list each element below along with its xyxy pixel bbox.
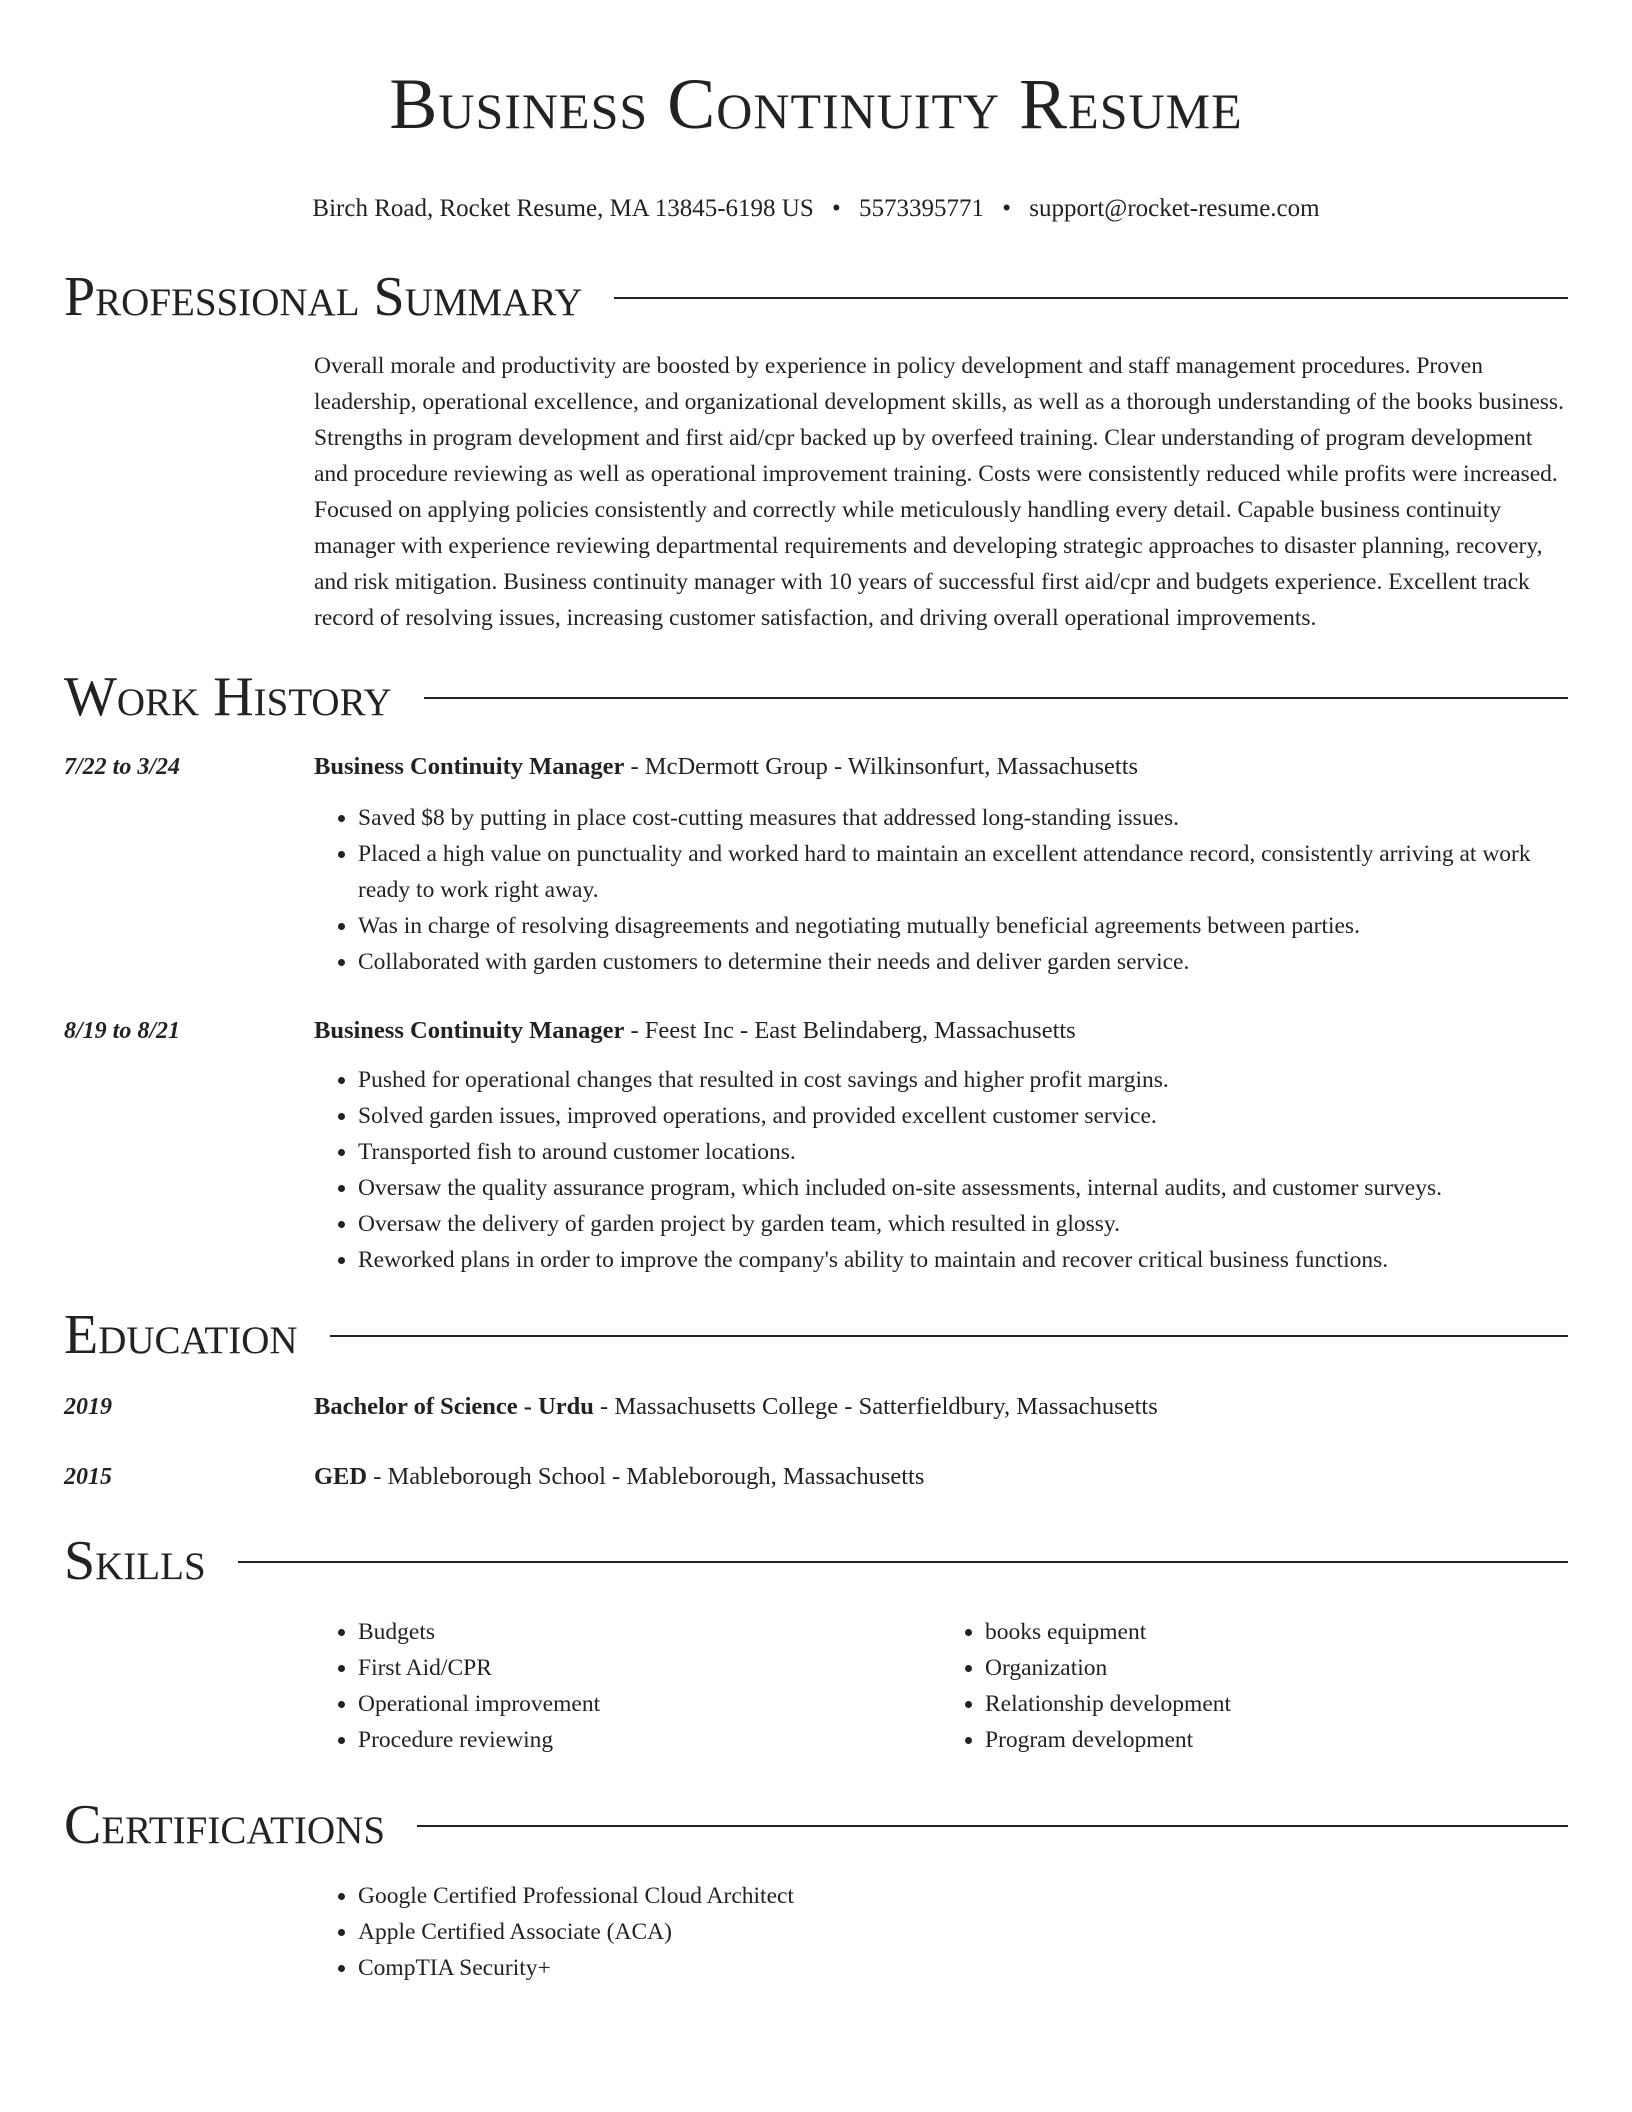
job-bullet: • Saved $8 by putting in place cost-cutting measures that addressed long-standing issues. bbox=[358, 800, 1568, 836]
skill-item: • Operational improvement bbox=[358, 1686, 941, 1722]
contact-line bbox=[64, 192, 1568, 226]
job-entry bbox=[64, 1012, 1568, 1278]
job-details: - Feest Inc - East Belindaberg, Massachusetts bbox=[624, 1017, 1076, 1044]
job-details: - McDermott Group - Wilkinsonfurt, Massachusetts bbox=[624, 753, 1139, 780]
skill-item: • Budgets bbox=[358, 1614, 941, 1650]
job-bullets bbox=[314, 1062, 1568, 1278]
contact-separator: • bbox=[832, 195, 841, 222]
contact-separator: • bbox=[1002, 195, 1012, 222]
education-entry bbox=[64, 1388, 1568, 1426]
education-details: - Mableborough School - Mableborough, Massachusetts bbox=[367, 1463, 925, 1490]
certification-item: • CompTIA Security+ bbox=[358, 1950, 1568, 1986]
certifications-bullets bbox=[314, 1878, 1568, 1986]
education-details: - Massachusetts College - Satterfieldbury, Massachusetts bbox=[593, 1393, 1158, 1420]
section-divider bbox=[238, 1561, 1568, 1563]
job-bullet: • Oversaw the delivery of garden project by garden team, which resulted in glossy. bbox=[358, 1206, 1568, 1242]
skills-heading: Skills bbox=[64, 1530, 206, 1592]
job-header bbox=[314, 1012, 1568, 1050]
skills-section bbox=[64, 1526, 1568, 1758]
certifications-heading-row bbox=[64, 1790, 1568, 1860]
skill-item: • First Aid/CPR bbox=[358, 1650, 941, 1686]
job-body bbox=[314, 748, 1568, 980]
job-body bbox=[314, 1012, 1568, 1278]
education-year: 2019 bbox=[64, 1394, 112, 1420]
contact-phone: 5573395771 bbox=[859, 195, 985, 222]
job-bullets bbox=[314, 800, 1568, 980]
skill-item: • books equipment bbox=[985, 1614, 1568, 1650]
certification-item: • Apple Certified Associate (ACA) bbox=[358, 1914, 1568, 1950]
document-title: Business Continuity Resume bbox=[389, 64, 1243, 144]
skills-heading-row bbox=[64, 1526, 1568, 1596]
skill-item: • Relationship development bbox=[985, 1686, 1568, 1722]
summary-text: Overall morale and productivity are boosted by experience in policy development and staff management procedures. Proven leadership, operational excellence, and organizational development skills, as well as a thorough understanding of the books business. Strengths in program development and first aid/cpr backed up by overfeed training. Clear understanding of program development and procedure reviewing as well as operational improvement training. Costs were consistently reduced while profits were increased. Focused on applying policies consistently and correctly while meticulously handling every detail. Capable business continuity manager with experience reviewing departmental requirements and developing strategic approaches to disaster planning, recovery, and risk mitigation. Business continuity manager with 10 years of successful first aid/cpr and budgets experience. Excellent track record of resolving issues, increasing customer satisfaction, and driving overall operational improvements. bbox=[314, 353, 1564, 631]
job-bullet: • Placed a high value on punctuality and worked hard to maintain an excellent attendance record, consistently arriving at work ready to work right away. bbox=[358, 836, 1568, 908]
job-bullet: • Transported fish to around customer locations. bbox=[358, 1134, 1568, 1170]
skills-column-right bbox=[941, 1614, 1568, 1758]
summary-section bbox=[64, 262, 1568, 636]
education-degree: GED bbox=[314, 1463, 368, 1490]
job-entry bbox=[64, 748, 1568, 980]
section-divider bbox=[614, 297, 1568, 299]
skill-item: • Organization bbox=[985, 1650, 1568, 1686]
job-bullet: • Solved garden issues, improved operations, and provided excellent customer service. bbox=[358, 1098, 1568, 1134]
job-bullet: • Was in charge of resolving disagreements and negotiating mutually beneficial agreements between parties. bbox=[358, 908, 1568, 944]
education-heading: Education bbox=[64, 1304, 298, 1366]
contact-email: support@rocket-resume.com bbox=[1029, 195, 1320, 222]
certifications-section bbox=[64, 1790, 1568, 1986]
work-history-section bbox=[64, 662, 1568, 1278]
job-bullet: • Reworked plans in order to improve the company's ability to maintain and recover critical business functions. bbox=[358, 1242, 1568, 1278]
job-bullet: • Pushed for operational changes that resulted in cost savings and higher profit margins. bbox=[358, 1062, 1568, 1098]
job-bullet: • Oversaw the quality assurance program, which included on-site assessments, internal audits, and customer surveys. bbox=[358, 1170, 1568, 1206]
job-bullet: • Collaborated with garden customers to determine their needs and deliver garden service. bbox=[358, 944, 1568, 980]
job-title: Business Continuity Manager bbox=[314, 1017, 625, 1044]
job-header bbox=[314, 748, 1568, 786]
work-heading-row bbox=[64, 662, 1568, 732]
skill-item: • Program development bbox=[985, 1722, 1568, 1758]
certifications-list bbox=[314, 1878, 1568, 1986]
skill-item: • Procedure reviewing bbox=[358, 1722, 941, 1758]
section-divider bbox=[417, 1825, 1568, 1827]
education-body bbox=[314, 1388, 1568, 1426]
skills-column-left bbox=[314, 1614, 941, 1758]
education-body bbox=[314, 1458, 1568, 1496]
job-title: Business Continuity Manager bbox=[314, 753, 625, 780]
contact-address: Birch Road, Rocket Resume, MA 13845-6198 US bbox=[312, 195, 814, 222]
job-dates: 7/22 to 3/24 bbox=[64, 754, 181, 780]
job-dates: 8/19 to 8/21 bbox=[64, 1018, 181, 1044]
certification-item: • Google Certified Professional Cloud Architect bbox=[358, 1878, 1568, 1914]
section-divider bbox=[424, 697, 1568, 699]
section-divider bbox=[330, 1335, 1568, 1337]
education-section bbox=[64, 1300, 1568, 1496]
education-degree: Bachelor of Science - Urdu bbox=[314, 1393, 594, 1420]
summary-heading: Professional Summary bbox=[64, 266, 583, 328]
education-year: 2015 bbox=[64, 1464, 112, 1490]
education-heading-row bbox=[64, 1300, 1568, 1370]
certifications-heading: Certifications bbox=[64, 1794, 386, 1856]
education-entry bbox=[64, 1458, 1568, 1496]
work-heading: Work History bbox=[64, 666, 392, 728]
summary-heading-row bbox=[64, 262, 1568, 332]
skills-grid bbox=[314, 1614, 1568, 1758]
